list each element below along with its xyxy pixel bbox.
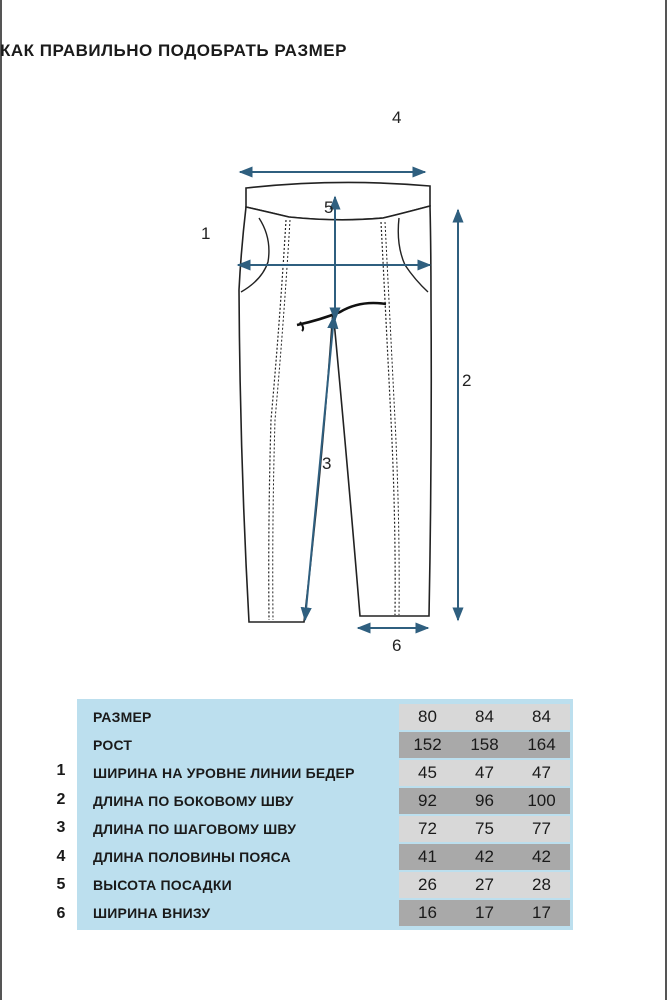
cell-value: 72	[398, 816, 456, 842]
cell-value: 100	[513, 788, 570, 814]
table-row	[81, 900, 570, 926]
label-1: 1	[201, 224, 211, 243]
row-label: ДЛИНА ПО ШАГОВОМУ ШВУ	[93, 821, 297, 837]
row-label: ДЛИНА ПО БОКОВОМУ ШВУ	[93, 793, 294, 809]
cell-value: 42	[456, 844, 513, 870]
table-row	[81, 788, 570, 814]
row-label: ШИРИНА ВНИЗУ	[93, 905, 211, 921]
cell-value: 84	[513, 704, 570, 730]
label-5: 5	[324, 198, 334, 217]
cell-value: 96	[456, 788, 513, 814]
row-number-1: 1	[56, 762, 66, 779]
table-row	[81, 760, 570, 786]
row-label: РОСТ	[93, 737, 133, 753]
cell-value: 75	[456, 816, 513, 842]
cell-value: 16	[398, 900, 456, 926]
row-label: ДЛИНА ПОЛОВИНЫ ПОЯСА	[93, 849, 291, 865]
row-label: ШИРИНА НА УРОВНЕ ЛИНИИ БЕДЕР	[93, 765, 355, 781]
table-row	[81, 816, 570, 842]
page-title: КАК ПРАВИЛЬНО ПОДОБРАТЬ РАЗМЕР	[0, 41, 347, 60]
cell-value: 164	[513, 732, 570, 758]
table-row-height	[81, 732, 570, 758]
row-number-5: 5	[56, 876, 66, 893]
label-6: 6	[392, 636, 402, 655]
row-number-3: 3	[56, 819, 66, 836]
cell-value: 45	[398, 760, 456, 786]
table-row	[81, 872, 570, 898]
cell-value: 47	[513, 760, 570, 786]
cell-value: 92	[398, 788, 456, 814]
cell-value: 158	[456, 732, 513, 758]
row-number-2: 2	[56, 791, 66, 808]
row-number-4: 4	[56, 848, 66, 865]
cell-value: 77	[513, 816, 570, 842]
cell-value: 41	[398, 844, 456, 870]
cell-value: 152	[398, 732, 456, 758]
cell-value: 17	[456, 900, 513, 926]
row-number-6: 6	[56, 905, 66, 922]
table-row	[81, 844, 570, 870]
label-3: 3	[322, 454, 332, 473]
cell-value: 42	[513, 844, 570, 870]
cell-value: 17	[513, 900, 570, 926]
row-label: РАЗМЕР	[93, 709, 152, 725]
cell-value: 47	[456, 760, 513, 786]
row-label: ВЫСОТА ПОСАДКИ	[93, 877, 232, 893]
cell-value: 80	[398, 704, 456, 730]
cell-value: 28	[513, 872, 570, 898]
label-2: 2	[462, 371, 472, 390]
cell-value: 26	[398, 872, 456, 898]
size-table	[77, 699, 573, 930]
table-row-size	[81, 704, 570, 730]
cell-value: 27	[456, 872, 513, 898]
cell-value: 84	[456, 704, 513, 730]
label-4: 4	[392, 108, 402, 127]
